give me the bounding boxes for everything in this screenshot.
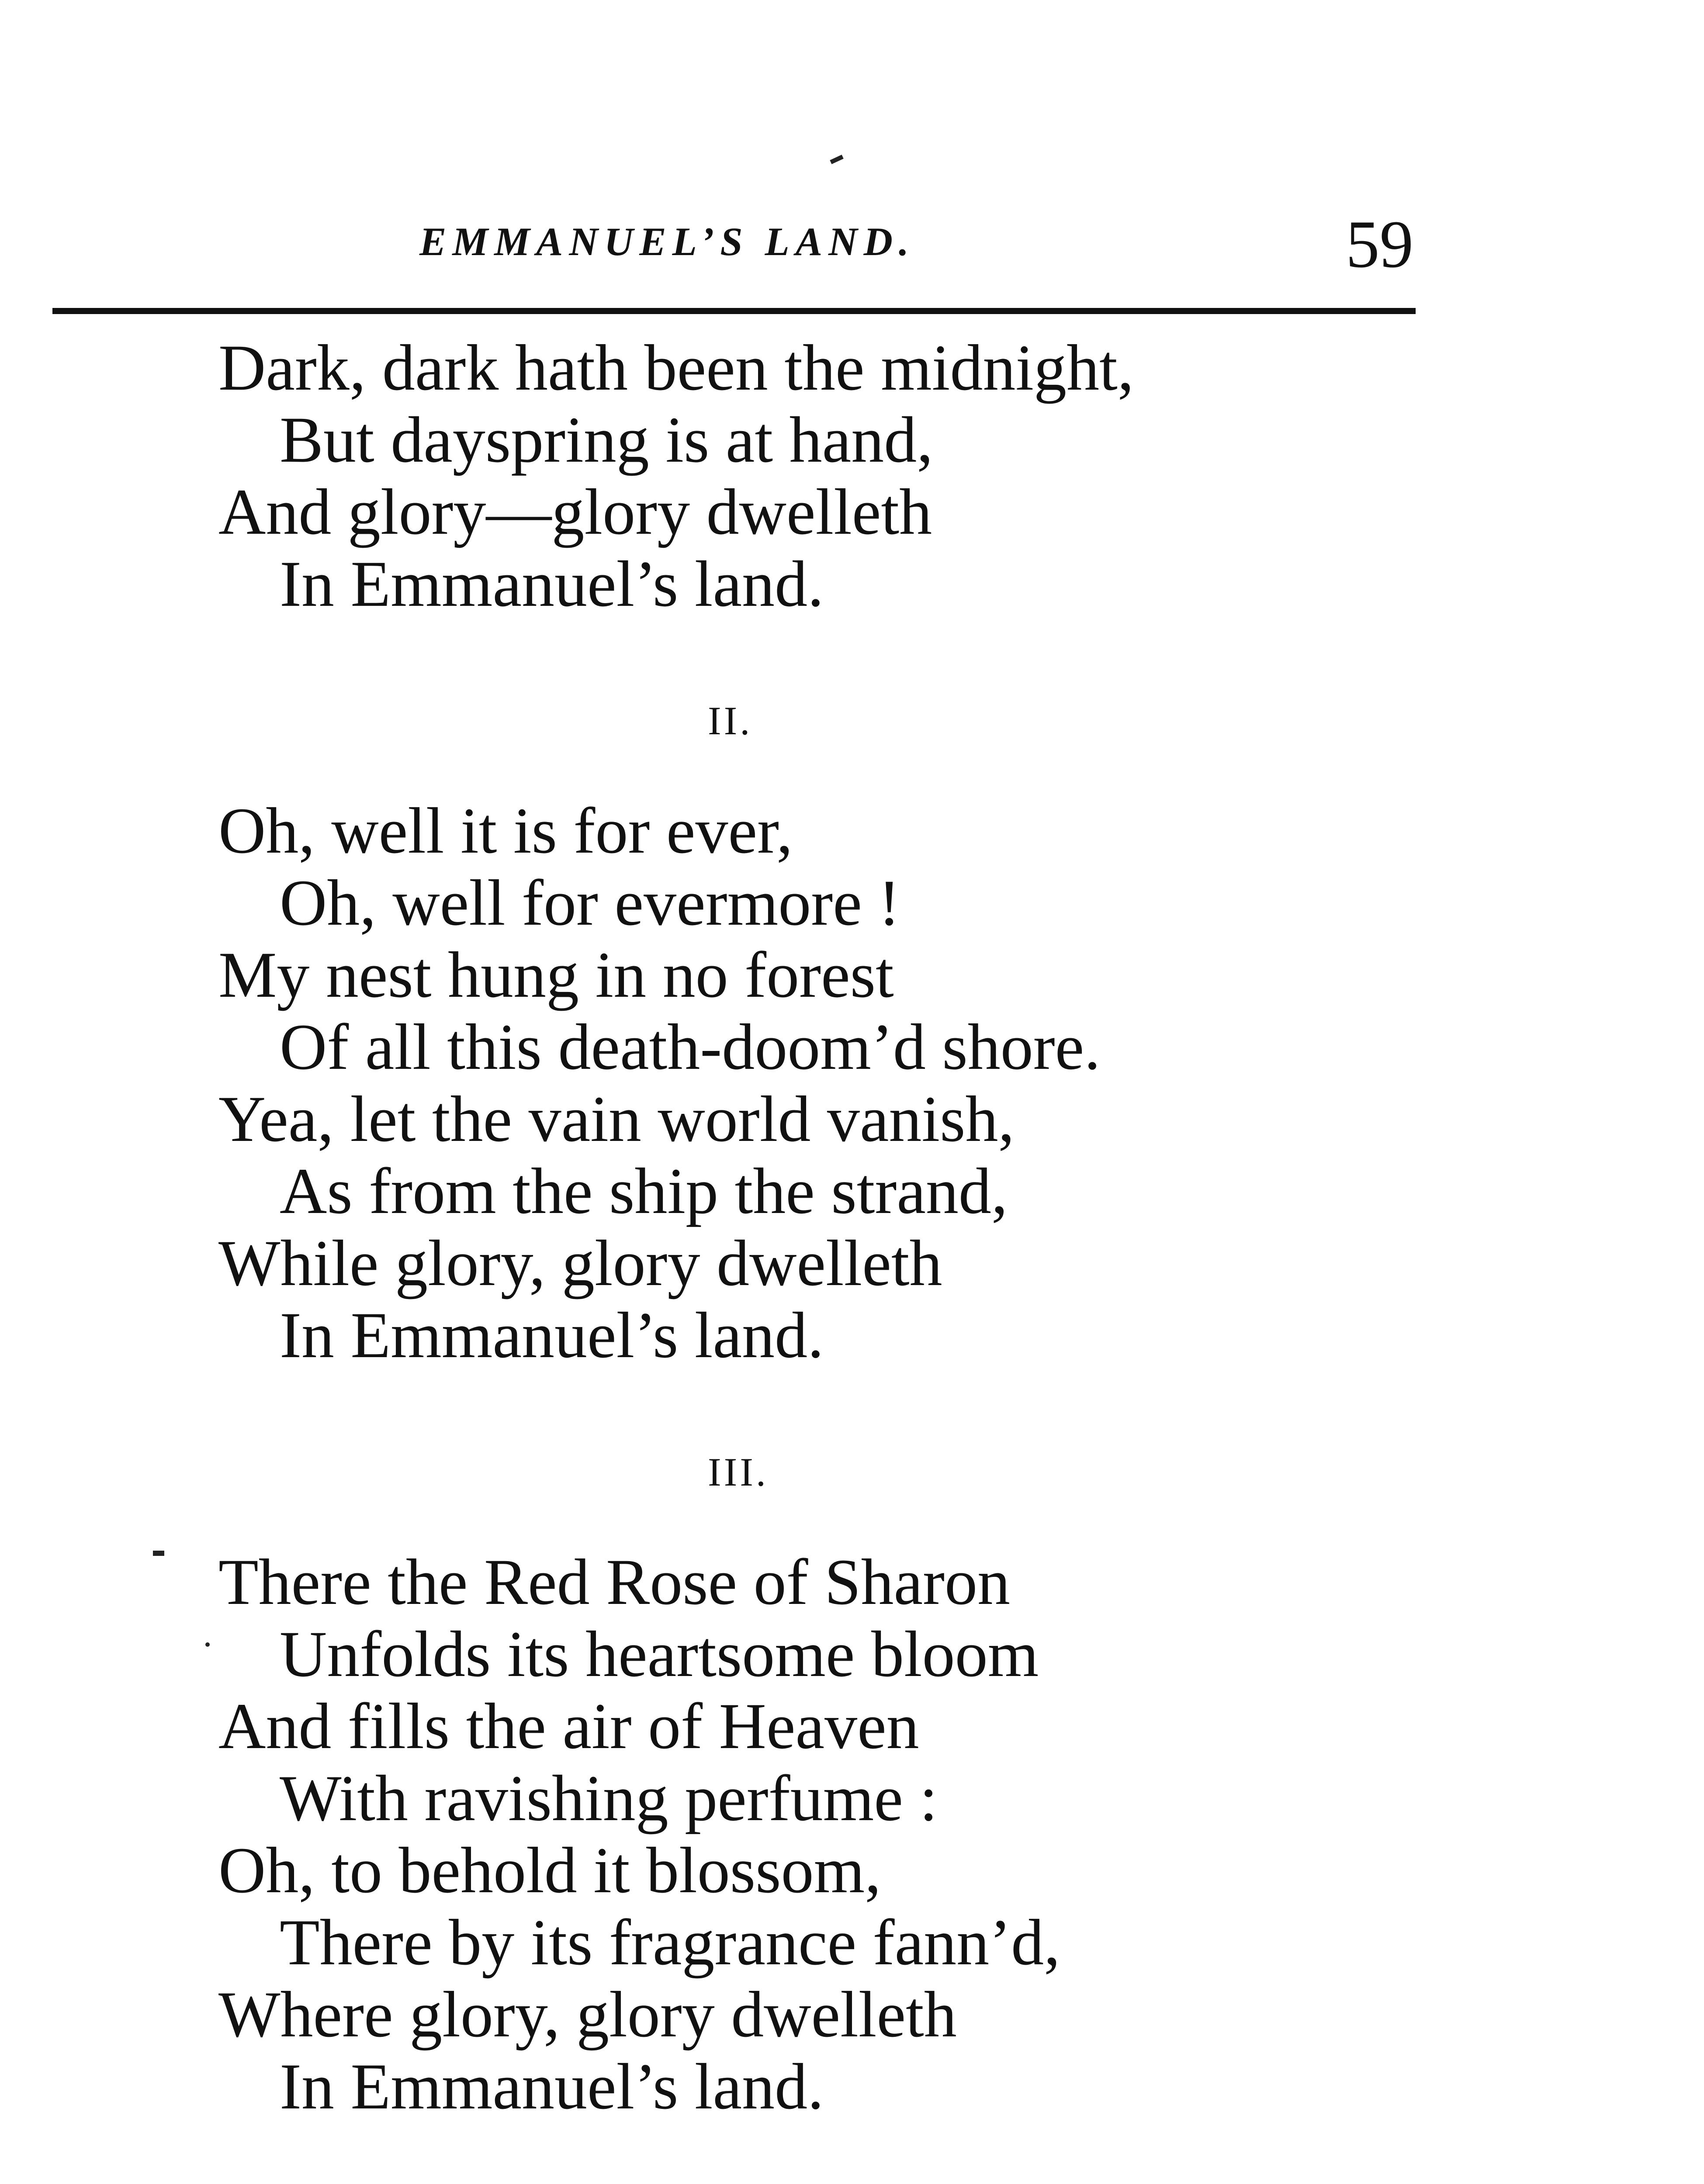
stanza-2 (218, 795, 1529, 1372)
poem-line: And glory—glory dwelleth (218, 476, 932, 548)
poem-line: Dark, dark hath been the midnight, (218, 332, 1134, 404)
poem-line: In Emmanuel’s land. (280, 2050, 824, 2123)
poem-line: There by its fragrance fann’d, (280, 1906, 1060, 1979)
page-number: 59 (1346, 207, 1413, 282)
poem-line: Where glory, glory dwelleth (218, 1978, 957, 2051)
ink-speck (205, 1642, 210, 1647)
poem-line: Oh, well it is for ever, (218, 795, 793, 867)
poem-line: Oh, well for evermore ! (280, 867, 900, 939)
poem-line: In Emmanuel’s land. (280, 1299, 824, 1372)
poem-line: There the Red Rose of Sharon (218, 1546, 1011, 1618)
stanza-numeral: III. (708, 1450, 769, 1494)
poem-line: With ravishing perfume : (280, 1762, 938, 1835)
ink-speck (830, 155, 843, 164)
poem-line: In Emmanuel’s land. (280, 548, 824, 620)
stanza-1 (218, 332, 1529, 620)
poem-line: And fills the air of Heaven (218, 1690, 919, 1762)
poem-body (218, 332, 1529, 2184)
stanza-3 (218, 1546, 1529, 2123)
poem-line: My nest hung in no forest (218, 939, 894, 1011)
poem-line: Of all this death-doom’d shore. (280, 1011, 1101, 1083)
stanza-numeral: II. (708, 698, 753, 743)
ink-speck (153, 1551, 164, 1556)
poem-line: Yea, let the vain world vanish, (218, 1083, 1015, 1155)
poem-line: But dayspring is at hand, (280, 404, 933, 476)
header-rule (52, 308, 1416, 314)
poem-line: Oh, to behold it blossom, (218, 1834, 881, 1907)
poem-line: As from the ship the strand, (280, 1155, 1008, 1227)
poem-line: While glory, glory dwelleth (218, 1227, 942, 1299)
running-title: EMMANUEL’S LAND. (419, 219, 915, 264)
poem-line: Unfolds its heartsome bloom (280, 1618, 1039, 1690)
